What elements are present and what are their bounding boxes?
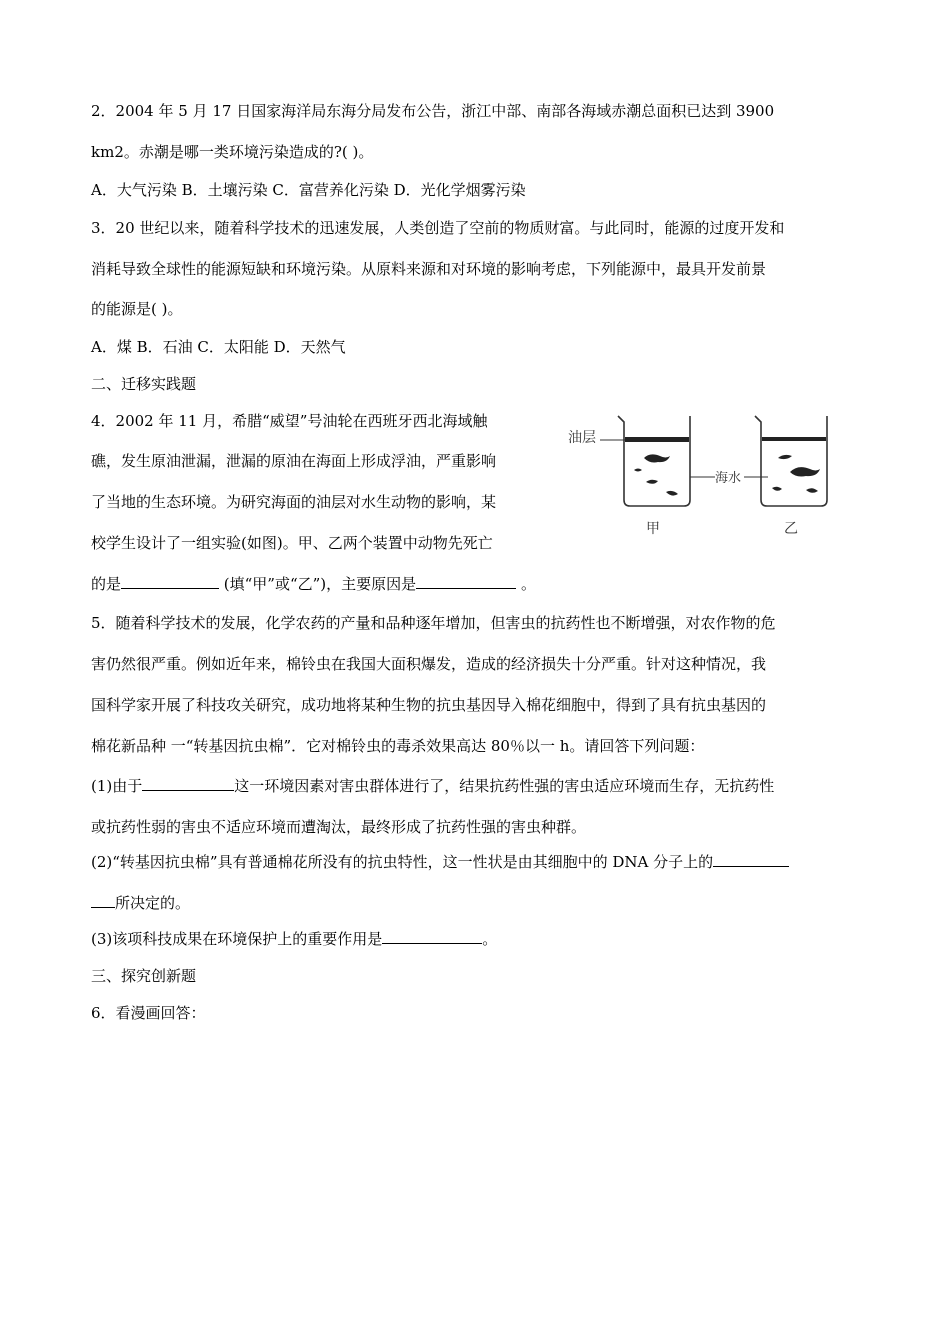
beaker-yi	[755, 416, 827, 506]
q5-line-4: 棉花新品种 一“转基因抗虫棉”．它对棉铃虫的毒杀效果高达 80％以一 h。请回答下列问题：	[91, 737, 705, 755]
q3-line-3: 的能源是( )。	[91, 300, 183, 318]
q2-options: A．大气污染 B．土壤污染 C．富营养化污染 D．光化学烟雾污染	[91, 181, 526, 199]
q3-line-2: 消耗导致全球性的能源短缺和环境污染。从原料来源和对环境的影响考虑，下列能源中，最具开发前景	[91, 260, 767, 278]
beaker-jia	[618, 416, 690, 506]
label-sea-water: 海水	[715, 471, 742, 486]
section-3-heading: 三、探究创新题	[91, 967, 197, 985]
q6-line: 6．看漫画回答：	[91, 1004, 206, 1022]
q5-sub-1	[91, 776, 774, 796]
q5-sub-1-start: (1)由于	[91, 777, 143, 795]
label-yi: 乙	[784, 521, 798, 537]
q5-sub-2-cont	[91, 893, 190, 913]
q5-sub-3-end: 。	[482, 930, 498, 948]
answer-blank[interactable]	[91, 893, 115, 908]
label-jia: 甲	[646, 521, 660, 537]
answer-blank[interactable]	[416, 574, 516, 589]
section-2-heading: 二、迁移实践题	[91, 375, 197, 393]
q5-sub-1-end: 这一环境因素对害虫群体进行了，结果抗药性强的害虫适应环境而生存，无抗药性	[234, 777, 775, 795]
label-oil-layer: 油层	[568, 430, 596, 446]
q4-line-1: 4．2002 年 11 月，希腊“威望”号油轮在西班牙西北海域触	[91, 412, 488, 430]
q4-line-5	[91, 574, 536, 594]
beaker-experiment-figure	[560, 400, 860, 550]
q5-line-3: 国科学家开展了科技攻关研究，成功地将某种生物的抗虫基因导入棉花细胞中，得到了具有抗虫基因的	[91, 696, 767, 714]
answer-blank[interactable]	[713, 852, 789, 867]
q5-line-1: 5．随着科学技术的发展，化学农药的产量和品种逐年增加，但害虫的抗药性也不断增强，对农作物的危	[91, 614, 776, 632]
q4-line-5-end: 。	[516, 575, 536, 593]
answer-blank[interactable]	[382, 929, 482, 944]
q5-sub-1-cont: 或抗药性弱的害虫不适应环境而遭淘汰，最终形成了抗药性强的害虫种群。	[91, 818, 587, 836]
q5-line-2: 害仍然很严重。例如近年来，棉铃虫在我国大面积爆发，造成的经济损失十分严重。针对这种情况，我	[91, 655, 767, 673]
q2-line-1: 2．2004 年 5 月 17 日国家海洋局东海分局发布公告，浙江中部、南部各海域赤潮总面积已达到 3900	[91, 102, 775, 120]
q4-line-4: 校学生设计了一组实验(如图)。甲、乙两个装置中动物先死亡	[91, 534, 493, 552]
q5-sub-2	[91, 852, 789, 872]
answer-blank[interactable]	[142, 776, 234, 791]
q5-sub-2-start: (2)“转基因抗虫棉”具有普通棉花所没有的抗虫特性，这一性状是由其细胞中的 DNA 分子上的	[91, 853, 714, 871]
q4-line-2: 礁，发生原油泄漏，泄漏的原油在海面上形成浮油，严重影响	[91, 452, 497, 470]
q4-line-3: 了当地的生态环境。为研究海面的油层对水生动物的影响，某	[91, 493, 497, 511]
q5-sub-3-start: (3)该项科技成果在环境保护上的重要作用是	[91, 930, 383, 948]
q4-line-5-middle: (填“甲”或“乙”)，主要原因是	[219, 575, 417, 593]
q5-sub-2-end: 所决定的。	[115, 894, 191, 912]
q4-line-5-start: 的是	[91, 575, 122, 593]
q5-sub-3	[91, 929, 497, 949]
q2-line-2: km2。赤潮是哪一类环境污染造成的?( )。	[91, 143, 374, 161]
answer-blank[interactable]	[121, 574, 219, 589]
q3-line-1: 3．20 世纪以来，随着科学技术的迅速发展，人类创造了空前的物质财富。与此同时，能源的过度开发和	[91, 219, 785, 237]
q3-options: A．煤 B．石油 C．太阳能 D．天然气	[91, 338, 346, 356]
